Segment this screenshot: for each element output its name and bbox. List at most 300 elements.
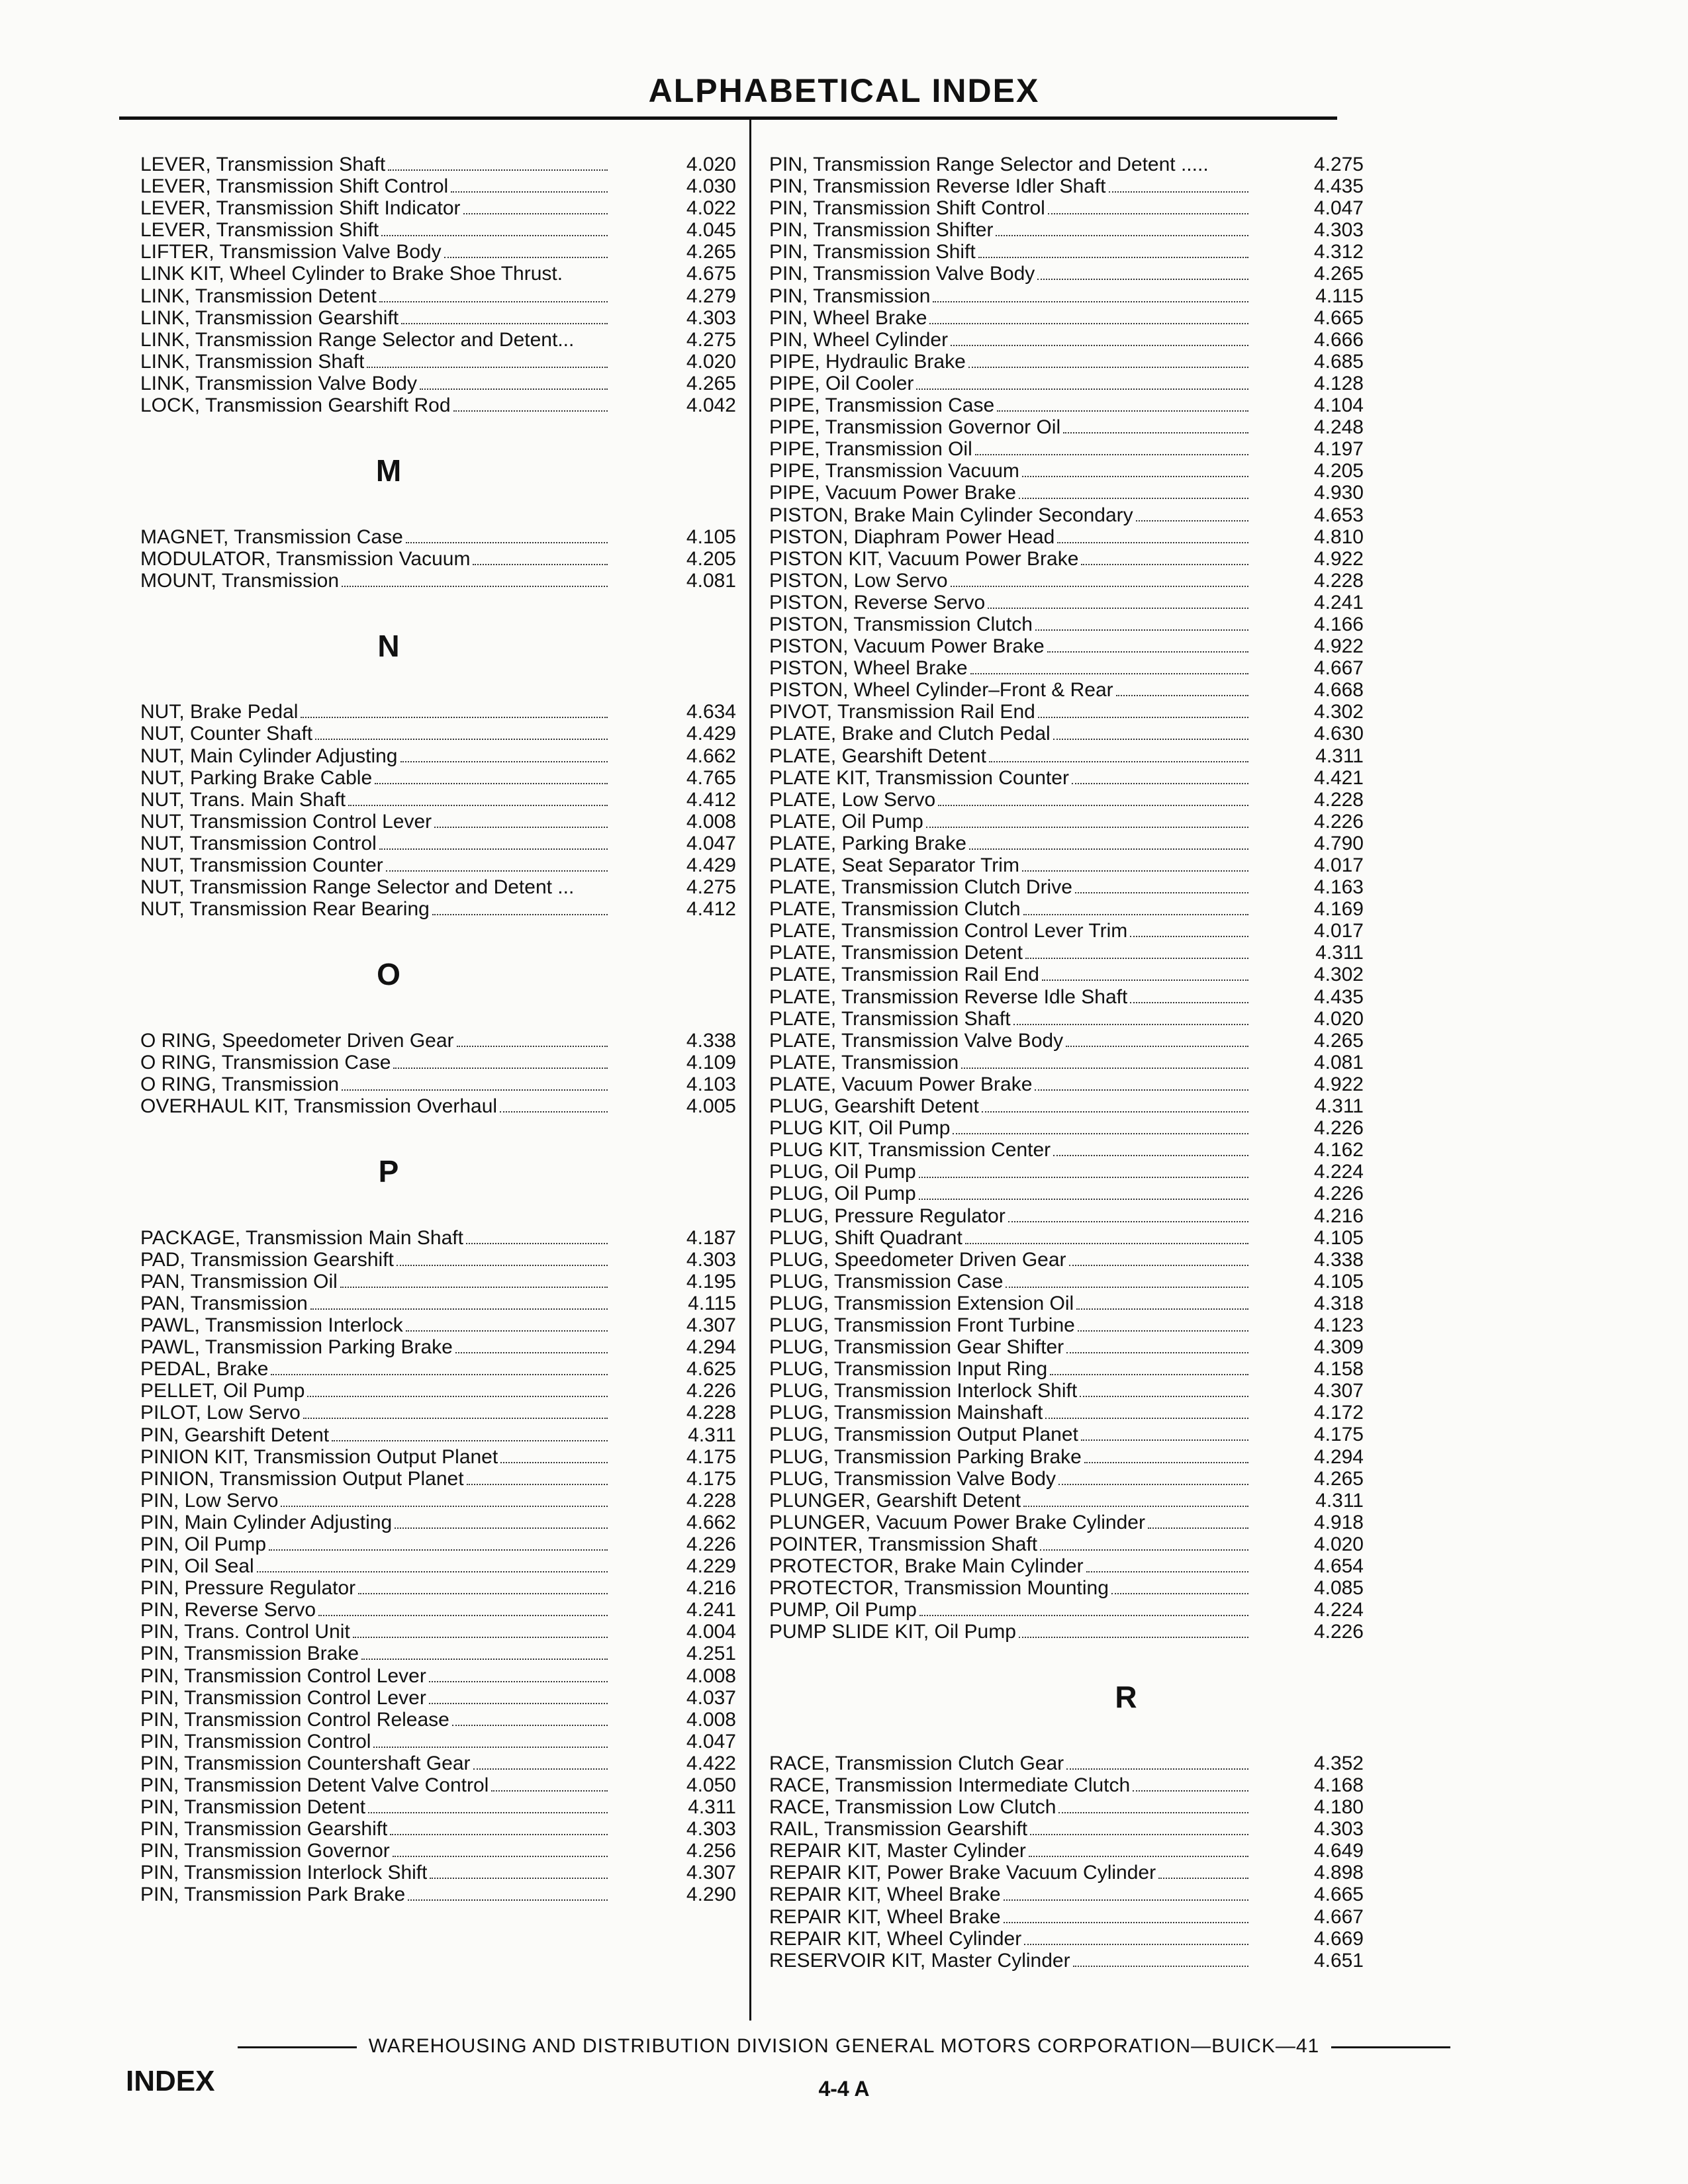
index-entry <box>140 307 736 329</box>
entry-name: PIPE, Transmission Case <box>769 394 995 417</box>
dot-leader <box>1022 475 1248 477</box>
entry-page-number: 4.047 <box>1313 197 1364 220</box>
entry-page-number: 4.294 <box>686 1336 736 1359</box>
index-entry <box>140 1687 736 1709</box>
dot-leader <box>1023 1505 1248 1507</box>
entry-name: PINION KIT, Transmission Output Planet <box>140 1445 498 1468</box>
dot-leader <box>381 234 608 236</box>
index-entry <box>140 1621 736 1643</box>
entry-page-number: 4.216 <box>686 1577 736 1600</box>
index-entry <box>769 1862 1364 1884</box>
dot-leader <box>916 388 1248 390</box>
footer-section: INDEX <box>126 2065 215 2097</box>
index-entry <box>769 1030 1364 1052</box>
dot-leader <box>1006 1286 1248 1288</box>
index-entry <box>769 657 1364 679</box>
entry-page-number: 4.685 <box>1313 350 1364 373</box>
entry-name: PISTON, Wheel Brake <box>769 657 968 680</box>
entry-name: PLATE, Transmission Valve Body <box>769 1029 1064 1052</box>
entry-name: O RING, Transmission <box>140 1073 340 1095</box>
index-entry <box>769 1512 1364 1533</box>
footer-rule-right <box>1331 2046 1450 2048</box>
dot-leader <box>938 804 1248 806</box>
entry-page-number: 4.662 <box>686 1511 736 1533</box>
index-entry <box>140 1293 736 1314</box>
dot-leader <box>951 344 1248 346</box>
index-entry <box>140 1446 736 1468</box>
dot-leader <box>1075 891 1248 893</box>
dot-leader <box>401 322 608 324</box>
dot-leader <box>1004 1899 1248 1901</box>
index-entry <box>769 526 1364 548</box>
entry-name: LINK, Transmission Shaft <box>140 350 365 373</box>
entry-name: PIN, Low Servo <box>140 1489 279 1512</box>
spacer <box>140 679 736 701</box>
entry-page-number: 4.187 <box>686 1226 736 1249</box>
index-entry <box>769 1293 1364 1314</box>
entry-page-number: 4.790 <box>1313 832 1364 854</box>
spacer <box>140 416 736 438</box>
entry-page-number: 4.412 <box>686 788 736 811</box>
index-entry <box>140 263 736 285</box>
dot-leader <box>1035 1089 1248 1091</box>
dot-leader <box>996 234 1248 236</box>
dot-leader <box>919 1614 1248 1616</box>
index-entry <box>140 1052 736 1073</box>
entry-name: PIN, Oil Seal <box>140 1555 254 1578</box>
entry-page-number: 4.241 <box>1313 591 1364 614</box>
dot-leader <box>348 804 608 806</box>
dot-leader <box>1109 191 1248 193</box>
index-entry <box>140 854 736 876</box>
entry-name: PAD, Transmission Gearshift <box>140 1248 394 1271</box>
dot-leader <box>420 388 608 390</box>
entry-name: PIN, Reverse Servo <box>140 1599 316 1621</box>
index-entry <box>140 241 736 263</box>
entry-name: PLUG, Transmission Case <box>769 1270 1004 1293</box>
index-entry <box>140 1555 736 1577</box>
entry-name: MAGNET, Transmission Case <box>140 525 403 548</box>
entry-page-number: 4.649 <box>1313 1840 1364 1862</box>
spacer <box>769 1731 1364 1752</box>
index-entry <box>769 1227 1364 1249</box>
section-letter-heading: R <box>1115 1680 1137 1715</box>
entry-page-number: 4.172 <box>1313 1402 1364 1424</box>
entry-name: PIN, Transmission Shift Control <box>769 197 1045 220</box>
entry-name: PLUNGER, Vacuum Power Brake Cylinder <box>769 1511 1145 1533</box>
entry-page-number: 4.307 <box>686 1314 736 1337</box>
dot-leader <box>393 1067 608 1069</box>
entry-page-number: 4.669 <box>1313 1927 1364 1950</box>
dot-leader <box>961 1067 1248 1069</box>
entry-page-number: 4.265 <box>1313 263 1364 285</box>
dot-leader <box>400 760 608 762</box>
entry-page-number: 4.435 <box>1313 985 1364 1008</box>
index-entry <box>140 1665 736 1687</box>
entry-page-number: 4.081 <box>686 569 736 592</box>
dot-leader <box>1053 738 1248 740</box>
entry-name: MOUNT, Transmission <box>140 569 340 592</box>
entry-page-number: 4.045 <box>686 219 736 242</box>
dot-leader <box>310 1308 608 1310</box>
dot-leader <box>1008 1220 1248 1222</box>
entry-page-number: 4.922 <box>1313 635 1364 658</box>
entry-name: PIN, Gearshift Detent <box>140 1424 330 1446</box>
index-entry <box>769 854 1364 876</box>
entry-page-number: 4.654 <box>1313 1555 1364 1577</box>
entry-name: PIN, Transmission Detent Valve Control <box>140 1774 489 1796</box>
dot-leader <box>1037 278 1248 280</box>
entry-name: PAWL, Transmission Parking Brake <box>140 1336 453 1359</box>
dot-leader <box>1058 1811 1248 1813</box>
entry-name: PELLET, Oil Pump <box>140 1380 305 1402</box>
dot-leader <box>1086 1570 1248 1572</box>
spacer <box>140 592 736 614</box>
dot-leader <box>430 1877 608 1879</box>
dot-leader <box>395 1527 608 1529</box>
dot-leader <box>467 1483 608 1485</box>
entry-name: LINK KIT, Wheel Cylinder to Brake Shoe Thrust. <box>140 263 563 285</box>
dot-leader <box>379 848 608 850</box>
dot-leader <box>1066 1768 1248 1770</box>
dot-leader <box>457 1045 608 1047</box>
entry-page-number: 4.228 <box>1313 569 1364 592</box>
index-entry <box>140 1227 736 1249</box>
entry-name: PIN, Transmission Control Lever <box>140 1686 426 1709</box>
entry-name: PROTECTOR, Brake Main Cylinder <box>769 1555 1084 1577</box>
entry-page-number: 4.662 <box>686 745 736 767</box>
dot-leader <box>1019 497 1248 499</box>
dot-leader <box>375 782 608 784</box>
entry-page-number: 4.279 <box>686 285 736 307</box>
index-entry <box>769 197 1364 219</box>
entry-name: PIN, Oil Pump <box>140 1533 267 1555</box>
entry-name: LEVER, Transmission Shaft <box>140 154 386 175</box>
entry-page-number: 4.216 <box>1313 1205 1364 1227</box>
index-entry <box>140 1402 736 1424</box>
entry-page-number: 4.162 <box>1313 1139 1364 1161</box>
entry-page-number: 4.307 <box>686 1862 736 1884</box>
entry-name: PIN, Transmission Gearshift <box>140 1818 388 1841</box>
entry-name: PLATE, Oil Pump <box>769 810 923 833</box>
entry-page-number: 4.303 <box>1313 1818 1364 1841</box>
index-entry <box>769 241 1364 263</box>
entry-name: PIN, Transmission Shift <box>769 241 976 263</box>
entry-name: NUT, Transmission Counter <box>140 854 383 877</box>
index-entry <box>769 1950 1364 1972</box>
entry-page-number: 4.275 <box>686 328 736 351</box>
entry-name: LINK, Transmission Valve Body <box>140 372 417 394</box>
entry-page-number: 4.653 <box>1313 504 1364 526</box>
entry-page-number: 4.158 <box>1313 1358 1364 1381</box>
dot-leader <box>1078 1330 1248 1332</box>
index-entry <box>769 723 1364 745</box>
dot-leader <box>358 1592 608 1594</box>
dot-leader <box>929 322 1248 324</box>
dot-leader <box>969 848 1248 850</box>
entry-page-number: 4.205 <box>686 547 736 570</box>
entry-page-number: 4.020 <box>1313 1007 1364 1030</box>
index-entry <box>769 1818 1364 1840</box>
entry-name: PIN, Main Cylinder Adjusting <box>140 1511 393 1533</box>
dot-leader <box>406 541 608 543</box>
dot-leader <box>388 169 608 171</box>
index-entry <box>769 635 1364 657</box>
index-entry <box>769 1906 1364 1928</box>
index-entry <box>769 504 1364 526</box>
index-entry <box>769 1774 1364 1796</box>
dot-leader <box>434 826 608 828</box>
index-entry <box>769 964 1364 985</box>
entry-page-number: 4.898 <box>1313 1862 1364 1884</box>
entry-name: NUT, Brake Pedal <box>140 701 299 723</box>
entry-page-number: 4.311 <box>688 1796 736 1819</box>
dot-leader <box>1130 935 1248 937</box>
entry-page-number: 4.226 <box>1313 810 1364 833</box>
entry-name: PLATE, Gearshift Detent <box>769 745 986 767</box>
entry-name: PIN, Transmission Shifter <box>769 219 994 242</box>
index-entry <box>769 1446 1364 1468</box>
index-entry <box>140 1774 736 1796</box>
entry-name: PLATE, Brake and Clutch Pedal <box>769 723 1051 745</box>
entry-name: PLUG, Transmission Input Ring <box>769 1358 1048 1381</box>
entry-page-number: 4.429 <box>686 854 736 877</box>
dot-leader <box>257 1570 608 1572</box>
entry-name: PIN, Transmission Interlock Shift <box>140 1862 428 1884</box>
entry-page-number: 4.667 <box>1313 657 1364 680</box>
entry-page-number: 4.675 <box>686 263 736 285</box>
entry-name: PAWL, Transmission Interlock <box>140 1314 403 1337</box>
dot-leader <box>1073 1965 1248 1967</box>
index-entry <box>140 154 736 175</box>
entry-name: PIN, Transmission Control Lever <box>140 1664 426 1687</box>
dot-leader <box>965 1242 1248 1244</box>
dot-leader <box>565 279 608 280</box>
left-index-column <box>140 154 736 1906</box>
entry-page-number: 4.248 <box>1313 416 1364 439</box>
index-entry <box>769 1336 1364 1358</box>
footer-division: WAREHOUSING AND DISTRIBUTION DIVISION GENERAL MOTORS CORPORATION—BUICK—41 <box>368 2035 1320 2057</box>
entry-page-number: 4.651 <box>1313 1949 1364 1972</box>
page-number: 4-4 A <box>818 2077 870 2101</box>
page-title: ALPHABETICAL INDEX <box>648 72 1040 109</box>
entry-name: PLUG, Transmission Valve Body <box>769 1467 1056 1490</box>
index-entry <box>140 1577 736 1599</box>
entry-name: PISTON, Vacuum Power Brake <box>769 635 1045 658</box>
entry-page-number: 4.226 <box>686 1380 736 1402</box>
entry-name: MODULATOR, Transmission Vacuum <box>140 547 471 570</box>
dot-leader <box>970 672 1248 674</box>
index-entry <box>140 373 736 394</box>
entry-page-number: 4.017 <box>1313 854 1364 876</box>
index-entry <box>140 701 736 723</box>
dot-leader <box>1148 1527 1248 1529</box>
index-entry <box>140 351 736 373</box>
entry-page-number: 4.085 <box>1313 1577 1364 1600</box>
entry-name: PIN, Pressure Regulator <box>140 1577 356 1600</box>
index-entry <box>769 307 1364 329</box>
entry-name: PILOT, Low Servo <box>140 1402 301 1424</box>
entry-page-number: 4.265 <box>1313 1467 1364 1490</box>
dot-leader <box>361 1658 608 1660</box>
footer-rule-left <box>238 2046 357 2048</box>
entry-page-number: 4.105 <box>1313 1226 1364 1249</box>
dot-leader <box>989 760 1248 762</box>
entry-page-number: 4.224 <box>1313 1161 1364 1183</box>
index-entry <box>140 745 736 767</box>
entry-name: LEVER, Transmission Shift Control <box>140 175 449 198</box>
entry-name: PLATE, Transmission Clutch Drive <box>769 876 1072 899</box>
index-entry <box>140 526 736 548</box>
entry-page-number: 4.109 <box>686 1051 736 1073</box>
index-entry <box>769 1490 1364 1512</box>
index-entry <box>769 1249 1364 1271</box>
entry-page-number: 4.037 <box>686 1686 736 1709</box>
entry-name: PLUG, Transmission Gear Shifter <box>769 1336 1064 1359</box>
dot-leader <box>408 1899 608 1901</box>
dot-leader <box>332 1439 608 1441</box>
entry-name: PLUG KIT, Oil Pump <box>769 1117 951 1140</box>
entry-name: PIPE, Vacuum Power Brake <box>769 482 1016 504</box>
index-entry <box>769 219 1364 241</box>
index-entry <box>769 767 1364 789</box>
spacer <box>140 1205 736 1227</box>
entry-name: PINION, Transmission Output Planet <box>140 1467 464 1490</box>
dot-leader <box>1066 1045 1248 1047</box>
dot-leader <box>1111 1592 1248 1594</box>
index-entry <box>769 329 1364 351</box>
entry-name: PIN, Transmission Control <box>140 1730 371 1752</box>
entry-page-number: 4.668 <box>1313 679 1364 702</box>
index-entry <box>769 833 1364 854</box>
index-entry <box>769 1008 1364 1030</box>
entry-name: LEVER, Transmission Shift <box>140 219 379 242</box>
entry-name: LEVER, Transmission Shift Indicator <box>140 197 461 220</box>
entry-name: NUT, Counter Shaft <box>140 723 313 745</box>
index-entry <box>140 1643 736 1664</box>
index-entry <box>769 1884 1364 1905</box>
index-entry <box>140 548 736 570</box>
dot-leader <box>307 1395 608 1397</box>
entry-name: PLATE KIT, Transmission Counter <box>769 766 1069 789</box>
index-entry <box>140 219 736 241</box>
spacer <box>140 1117 736 1139</box>
dot-leader <box>1057 541 1248 543</box>
entry-name: NUT, Transmission Range Selector and Detent ... <box>140 876 575 899</box>
entry-name: NUT, Main Cylinder Adjusting <box>140 745 398 767</box>
index-entry <box>140 570 736 592</box>
index-entry <box>769 701 1364 723</box>
entry-name: PLATE, Transmission Reverse Idle Shaft <box>769 985 1128 1008</box>
dot-leader <box>453 410 608 412</box>
entry-name: NUT, Parking Brake Cable <box>140 766 373 789</box>
dot-leader <box>1058 1483 1248 1485</box>
entry-page-number: 4.918 <box>1313 1511 1364 1533</box>
dot-leader <box>368 1811 608 1813</box>
dot-leader <box>406 1330 608 1332</box>
entry-page-number: 4.104 <box>1313 394 1364 417</box>
dot-leader <box>353 1636 608 1638</box>
index-entry <box>769 898 1364 920</box>
index-entry <box>140 811 736 833</box>
entry-page-number: 4.228 <box>1313 788 1364 811</box>
index-entry <box>769 1533 1364 1555</box>
index-entry <box>769 1840 1364 1862</box>
index-entry <box>769 986 1364 1008</box>
dot-leader <box>269 1549 608 1551</box>
entry-name: PISTON, Wheel Cylinder–Front & Rear <box>769 679 1113 702</box>
entry-name: O RING, Speedometer Driven Gear <box>140 1029 454 1052</box>
index-entry <box>769 263 1364 285</box>
entry-name: PLUG, Oil Pump <box>769 1183 916 1205</box>
section-letter-heading: M <box>375 453 402 488</box>
index-entry <box>140 876 736 898</box>
entry-page-number: 4.226 <box>1313 1117 1364 1140</box>
entry-name: PUMP SLIDE KIT, Oil Pump <box>769 1621 1016 1643</box>
entry-page-number: 4.251 <box>686 1643 736 1665</box>
dot-leader <box>1042 979 1248 981</box>
entry-name: LINK, Transmission Range Selector and Detent... <box>140 328 575 351</box>
index-entry <box>140 1709 736 1731</box>
index-entry <box>769 1139 1364 1161</box>
entry-name: PLATE, Transmission Rail End <box>769 964 1039 986</box>
index-entry <box>140 1840 736 1862</box>
entry-page-number: 4.115 <box>688 1292 736 1314</box>
entry-page-number: 4.318 <box>1313 1292 1364 1314</box>
dot-leader <box>1029 1855 1248 1857</box>
dot-leader <box>577 345 608 346</box>
entry-page-number: 4.163 <box>1313 876 1364 899</box>
index-entry <box>140 197 736 219</box>
entry-page-number: 4.175 <box>686 1445 736 1468</box>
dot-leader <box>1116 694 1248 696</box>
dot-leader <box>342 585 608 587</box>
entry-name: PLUG, Pressure Regulator <box>769 1205 1006 1227</box>
index-entry <box>769 1621 1364 1643</box>
dot-leader <box>452 1724 608 1726</box>
dot-leader <box>429 1680 608 1682</box>
dot-leader <box>1025 957 1248 959</box>
entry-page-number: 4.422 <box>686 1752 736 1774</box>
index-entry <box>769 1358 1364 1380</box>
entry-name: PIPE, Oil Cooler <box>769 372 914 394</box>
section-letter-heading: P <box>378 1154 399 1189</box>
index-entry <box>140 1468 736 1490</box>
entry-page-number: 4.275 <box>1313 154 1364 175</box>
entry-page-number: 4.224 <box>1313 1599 1364 1621</box>
entry-page-number: 4.228 <box>686 1402 736 1424</box>
entry-name: PLATE, Transmission Control Lever Trim <box>769 920 1128 942</box>
dot-leader <box>455 1351 608 1353</box>
entry-page-number: 4.307 <box>1313 1380 1364 1402</box>
entry-page-number: 4.275 <box>686 876 736 899</box>
dot-leader <box>318 1614 608 1616</box>
dot-leader <box>1022 870 1248 872</box>
entry-name: PIPE, Transmission Vacuum <box>769 460 1019 482</box>
entry-name: NUT, Transmission Control <box>140 832 377 854</box>
index-entry <box>769 1796 1364 1818</box>
dot-leader <box>1035 629 1248 631</box>
index-entry <box>769 482 1364 504</box>
index-entry <box>140 789 736 811</box>
index-entry <box>769 876 1364 898</box>
entry-name: PISTON, Brake Main Cylinder Secondary <box>769 504 1133 526</box>
entry-name: PACKAGE, Transmission Main Shaft <box>140 1226 463 1249</box>
index-entry <box>769 745 1364 767</box>
dot-leader <box>1013 1023 1248 1025</box>
entry-name: PLUG, Transmission Extension Oil <box>769 1292 1074 1314</box>
index-entry <box>769 1183 1364 1205</box>
